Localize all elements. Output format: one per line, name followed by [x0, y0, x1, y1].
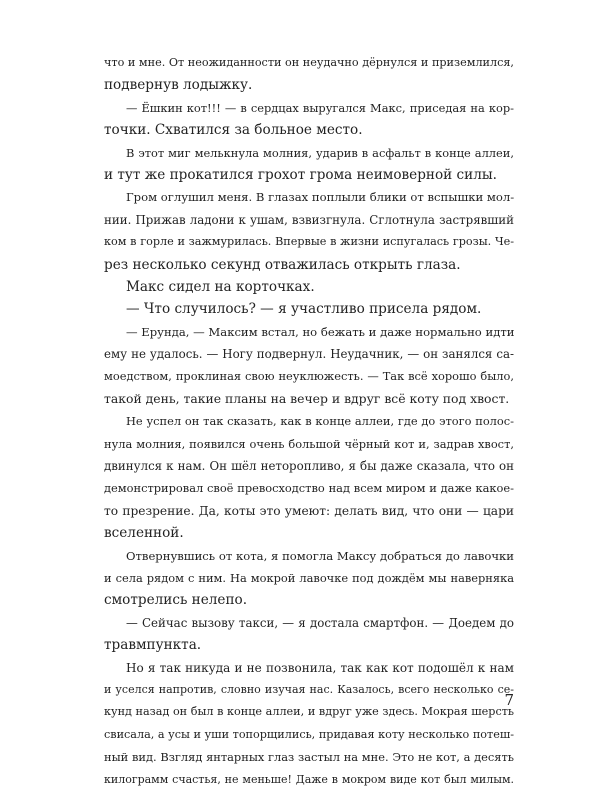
text-line: точки. Схватился за больное место.	[104, 122, 363, 139]
text-line: Не успел он так сказать, как в конце аллеи, где до этого полос-	[126, 414, 514, 429]
text-line: и села рядом с ним. На мокрой лавочке под дождём мы наверняка	[104, 570, 514, 585]
text-line: килограмм счастья, не меньше! Даже в мокром виде кот был милым.	[104, 772, 514, 786]
text-line: Но я так никуда и не позвонила, так как кот подошёл к нам	[126, 660, 514, 675]
text-line: рез несколько секунд отважилась открыть глаза.	[104, 256, 461, 273]
text-line: свисала, а усы и уши топорщились, придавая коту несколько потеш-	[104, 727, 514, 741]
text-line: смотрелись нелепо.	[104, 592, 248, 609]
text-line: и уселся напротив, словно изучая нас. Казалось, всего несколько се-	[104, 682, 514, 696]
page-number: 7	[504, 691, 514, 709]
text-line: то презрение. Да, коты это умеют: делать вид, что они — цари	[104, 503, 514, 518]
text-line: и тут же прокатился грохот грома неимоверной силы.	[104, 166, 497, 183]
text-line: Отвернувшись от кота, я помогла Максу добраться до лавочки	[126, 548, 514, 563]
text-line: — Ерунда, — Максим встал, но бежать и даже нормально идти	[126, 324, 515, 339]
text-line: такой день, такие планы на вечер и вдруг всё коту под хвост.	[104, 390, 510, 406]
text-line: ком в горле и зажмурилась. Впервые в жизни испугалась грозы. Че-	[104, 235, 514, 249]
text-line: кунд назад он был в конце аллеи, и вдруг уже здесь. Мокрая шерсть	[104, 705, 514, 719]
text-line: Макс сидел на корточках.	[126, 278, 315, 295]
text-line: демонстрировал своё превосходство над всем миром и даже какое-	[104, 481, 514, 496]
text-line: травмпункта.	[104, 637, 202, 654]
text-line: моедством, проклиная свою неуклюжесть. — Так всё хорошо было,	[104, 369, 514, 384]
text-line: В этот миг мелькнула молния, ударив в асфальт в конце аллеи,	[126, 145, 514, 160]
text-line: что и мне. От неожиданности он неудачно дёрнулся и приземлился,	[104, 56, 514, 69]
text-line: нии. Прижав ладони к ушам, взвизгнула. Сглотнула застрявший	[104, 212, 514, 227]
text-line: ный вид. Взгляд янтарных глаз застыл на мне. Это не кот, а десять	[104, 750, 514, 765]
text-line: ему не удалось. — Ногу подвернул. Неудачник, — он занялся са-	[104, 347, 514, 362]
text-line: — Сейчас вызову такси, — я достала смартфон. — Доедем до	[126, 615, 514, 630]
text-line: нула молния, появился очень большой чёрный кот и, задрав хвост,	[104, 436, 514, 451]
text-line: двинулся к нам. Он шёл неторопливо, я бы даже сказала, что он	[104, 459, 514, 474]
body-text	[104, 52, 514, 791]
text-line: Гром оглушил меня. В глазах поплыли блики от вспышки мол-	[126, 190, 515, 205]
text-line: — Что случилось? — я участливо присела рядом.	[126, 301, 482, 318]
text-line: — Ёшкин кот!!! — в сердцах выругался Макс, приседая на кор-	[126, 100, 514, 115]
text-line: подвернув лодыжку.	[104, 77, 253, 94]
text-line: вселенной.	[104, 525, 184, 542]
